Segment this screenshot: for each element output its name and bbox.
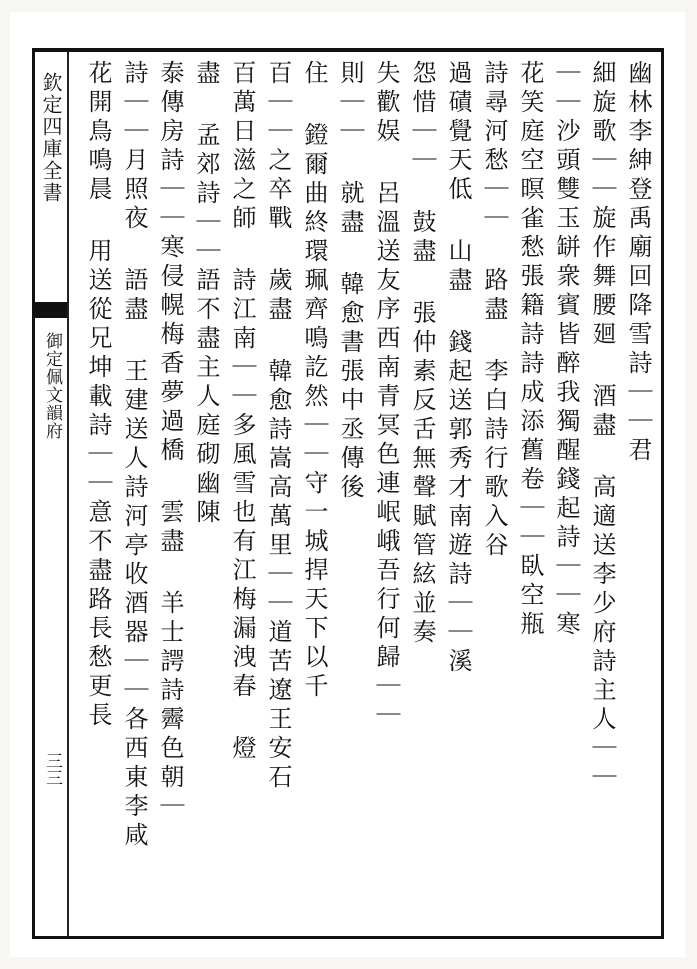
text-column-4: 花笑庭空暝雀愁張籍詩詩成添舊卷｜｜臥空瓶 — [516, 60, 544, 640]
bottom-border-rule — [32, 936, 664, 939]
book-page — [10, 12, 685, 957]
text-column-5: 詩尋河愁｜｜ 路盡 李白詩行歌入谷 — [480, 60, 508, 561]
margin-book-title: 欽定四庫全書 — [39, 72, 63, 204]
top-border-rule — [32, 48, 664, 52]
text-column-15: 詩｜｜月照夜 語盡 王建送人詩河亭收酒器｜｜各西東李咸 — [120, 60, 148, 851]
text-column-1: 幽林李紳登禹廟回降雪詩｜｜君 — [624, 60, 652, 466]
margin-work-title: 御定佩文韻府 — [42, 332, 62, 440]
fish-tail-mark — [35, 302, 67, 318]
text-column-9: 則｜｜ 就盡 韓愈書張中丞傳後 — [336, 60, 364, 503]
text-column-6: 過磧覺天低 山盡 錢起送郭秀才南遊詩｜｜溪 — [444, 60, 472, 677]
text-column-12: 百萬日滋之師 詩江南｜｜多風雪也有江梅漏洩春 燈 — [228, 60, 256, 764]
text-column-14: 泰傳房詩｜｜寒侵幌梅香夢過橋 雲盡 羊士諤詩霽色朝｜ — [156, 60, 184, 822]
text-column-16: 花開鳥鳴晨 用送從兄坤載詩｜｜意不盡路長愁更長 — [84, 60, 112, 731]
folio-number: 三三 — [42, 752, 62, 786]
text-column-8: 失歡娱 呂溫送友序西南青冥色連岷峨吾行何歸｜｜ — [372, 60, 400, 731]
text-column-7: 怨惜｜｜ 鼓盡 張仲素反舌無聲賦管絃並奏 — [408, 60, 436, 648]
left-border-rule — [32, 48, 35, 939]
text-column-11: 百｜｜之卒戰 歲盡 韓愈詩嵩高萬里｜｜道苦遼王安石 — [264, 60, 292, 793]
text-column-3: ｜｜沙頭雙玉缾衆賓皆醉我獨醒錢起詩｜｜寒 — [552, 60, 580, 640]
gutter-divider — [67, 52, 69, 936]
text-column-2: 細旋歌｜｜旋作舞腰廻 酒盡 高適送李少府詩主人｜｜ — [588, 60, 616, 793]
right-border-rule — [661, 48, 664, 939]
text-column-13: 盡 孟郊詩｜｜語不盡主人庭砌幽陳 — [192, 60, 220, 528]
text-column-10: 住 鐙爾曲終環珮齊鳴訖然｜｜守一城捍天下以千 — [300, 60, 328, 702]
